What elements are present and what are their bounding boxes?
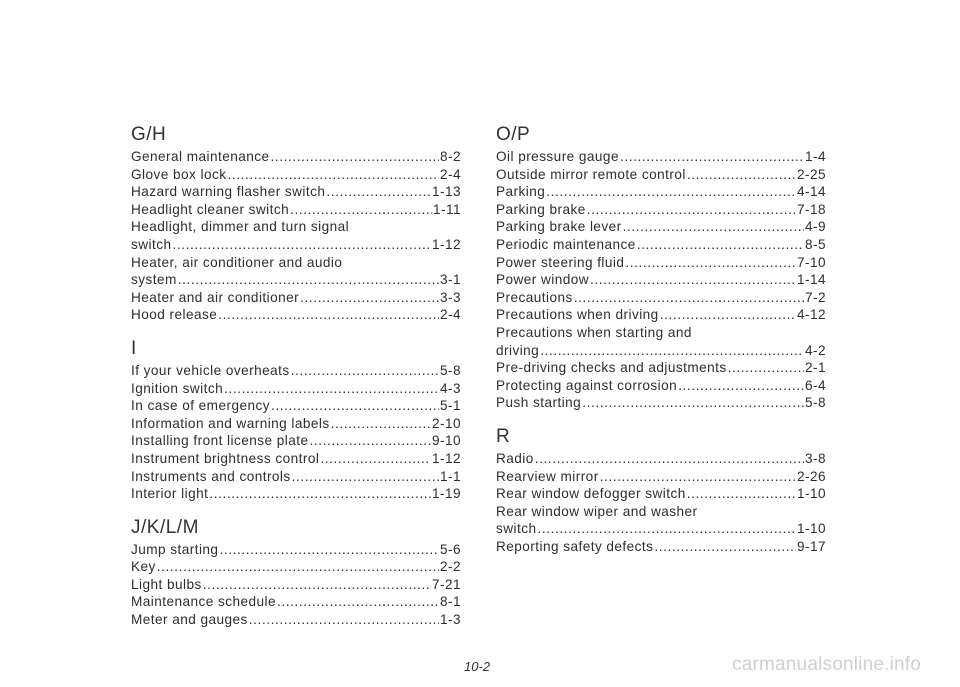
entry-title: Instrument brightness control — [131, 450, 320, 466]
page-reference: 1-13 — [431, 184, 461, 200]
entry-title: Reporting safety defects — [496, 538, 654, 554]
page-reference: 5-8 — [805, 395, 826, 411]
entry-line — [496, 218, 826, 236]
dot-leader — [292, 468, 439, 486]
page-reference: 2-2 — [440, 559, 461, 575]
entry-line — [131, 201, 461, 219]
page-reference: 3-1 — [440, 272, 461, 288]
page-reference: 4-14 — [796, 184, 826, 200]
entry-line — [131, 148, 461, 166]
dot-leader — [300, 289, 439, 307]
entry-title: Outside mirror remote control — [496, 166, 686, 182]
entry-text-line: Rear window wiper and washer — [496, 503, 698, 519]
entry-line — [131, 380, 461, 398]
index-entry — [131, 362, 461, 380]
page-reference: 1-12 — [431, 236, 461, 252]
entry-title: Ignition switch — [131, 380, 224, 396]
index-entry — [131, 183, 461, 201]
entry-line — [131, 289, 461, 307]
dot-leader — [331, 415, 431, 433]
page-reference: 7-21 — [431, 576, 461, 592]
index-entry — [496, 148, 826, 166]
entry-line — [131, 576, 461, 594]
index-entry — [131, 415, 461, 433]
entry-title: switch — [131, 236, 172, 252]
index-entry — [496, 485, 826, 503]
dot-leader — [157, 558, 439, 576]
dot-leader — [249, 611, 439, 629]
index-entry — [131, 306, 461, 324]
index-entry — [131, 254, 461, 289]
entry-line — [131, 415, 461, 433]
index-entry — [131, 611, 461, 629]
index-entry — [131, 468, 461, 486]
dot-leader — [309, 432, 431, 450]
index-entry — [496, 289, 826, 307]
dot-leader — [290, 201, 432, 219]
entry-text-line: Heater, air conditioner and audio — [131, 254, 343, 270]
entry-line — [131, 611, 461, 629]
index-entry — [496, 306, 826, 324]
entry-line — [496, 468, 826, 486]
page-reference: 8-1 — [440, 594, 461, 610]
entry-line — [131, 485, 461, 503]
index-entry — [131, 218, 461, 253]
dot-leader — [678, 377, 804, 395]
entry-title: Glove box lock — [131, 166, 227, 182]
index-entry — [496, 183, 826, 201]
entry-line — [131, 541, 461, 559]
index-section — [496, 124, 826, 412]
entry-title: Rear window defogger switch — [496, 486, 686, 502]
page-reference: 2-26 — [796, 468, 826, 484]
entry-text-line: Precautions when starting and — [496, 324, 692, 340]
dot-leader — [546, 183, 796, 201]
page-reference: 1-19 — [431, 486, 461, 502]
dot-leader — [582, 394, 804, 412]
entry-title: Parking brake lever — [496, 219, 622, 235]
dot-leader — [271, 397, 439, 415]
entry-title: Instruments and controls — [131, 468, 291, 484]
index-entry — [496, 394, 826, 412]
entry-text-line: Headlight, dimmer and turn signal — [131, 219, 350, 235]
dot-leader — [600, 468, 796, 486]
entry-line — [131, 271, 461, 289]
entry-line — [496, 394, 826, 412]
index-entry — [131, 450, 461, 468]
page-reference: 1-11 — [433, 201, 461, 217]
index-entry — [496, 324, 826, 359]
entry-line — [496, 306, 826, 324]
index-entry — [131, 380, 461, 398]
entry-title: Key — [131, 559, 156, 575]
page-reference: 4-12 — [796, 307, 826, 323]
entry-line — [131, 236, 461, 254]
entry-line — [496, 166, 826, 184]
entry-title: Precautions when driving — [496, 307, 659, 323]
index-entry — [496, 538, 826, 556]
section-heading: I — [131, 337, 137, 359]
entry-title: driving — [496, 342, 540, 358]
index-entry — [496, 503, 826, 538]
index-entry — [496, 201, 826, 219]
entry-line — [131, 183, 461, 201]
entry-title: Maintenance schedule — [131, 594, 277, 610]
entry-title: Interior light — [131, 486, 209, 502]
page-reference: 1-10 — [796, 521, 826, 537]
dot-leader — [728, 359, 804, 377]
page-reference: 3-3 — [440, 289, 461, 305]
entry-line — [496, 485, 826, 503]
entry-line — [496, 289, 826, 307]
entry-line — [496, 342, 826, 360]
entry-line — [131, 593, 461, 611]
entry-title: Rearview mirror — [496, 468, 599, 484]
dot-leader — [687, 166, 796, 184]
page-reference: 8-5 — [805, 236, 826, 252]
watermark: carmanualsonline.info — [732, 654, 922, 675]
entry-title: Power window — [496, 272, 590, 288]
entry-title: Installing front license plate — [131, 433, 309, 449]
entry-title: Protecting against corrosion — [496, 377, 678, 393]
entry-title: Meter and gauges — [131, 612, 248, 628]
entry-line — [131, 306, 461, 324]
page-reference: 2-4 — [440, 307, 461, 323]
dot-leader — [537, 520, 796, 538]
dot-leader — [172, 236, 431, 254]
index-entry — [496, 468, 826, 486]
index-section — [131, 517, 461, 629]
dot-leader — [224, 380, 439, 398]
entry-line — [496, 271, 826, 289]
index-entry — [131, 485, 461, 503]
page-reference: 7-10 — [796, 254, 826, 270]
entry-title: Push starting — [496, 395, 582, 411]
page-reference: 1-1 — [440, 468, 461, 484]
entry-line — [131, 397, 461, 415]
dot-leader — [277, 593, 439, 611]
entry-line — [131, 432, 461, 450]
entry-title: Oil pressure gauge — [496, 149, 619, 164]
dot-leader — [535, 450, 804, 468]
entry-line — [496, 520, 826, 538]
entry-line — [496, 148, 826, 166]
page-reference: 5-1 — [440, 398, 461, 414]
entry-title: system — [131, 272, 177, 288]
entry-title: Periodic maintenance — [496, 236, 636, 252]
index-entry — [131, 432, 461, 450]
index-entry — [496, 218, 826, 236]
dot-leader — [209, 485, 431, 503]
entry-line — [131, 468, 461, 486]
dot-leader — [291, 362, 439, 380]
index-entry — [131, 201, 461, 219]
dot-leader — [326, 183, 431, 201]
page-reference: 2-4 — [440, 166, 461, 182]
page-reference: 1-3 — [440, 612, 461, 628]
entry-line — [496, 538, 826, 556]
entry-title: Precautions — [496, 289, 573, 305]
entry-line — [496, 359, 826, 377]
entry-title: Information and warning labels — [131, 415, 330, 431]
entry-line — [496, 377, 826, 395]
entry-title: Hazard warning flasher switch — [131, 184, 326, 200]
index-entry — [496, 271, 826, 289]
entry-title: Light bulbs — [131, 576, 202, 592]
page-reference: 8-2 — [440, 149, 461, 164]
index-entry — [131, 148, 461, 166]
page-number: 10-2 — [464, 659, 491, 674]
page-reference: 4-3 — [440, 380, 461, 396]
dot-leader — [178, 271, 439, 289]
dot-leader — [687, 485, 796, 503]
index-entry — [131, 397, 461, 415]
page-reference: 3-8 — [805, 450, 826, 466]
page-reference: 9-10 — [431, 433, 461, 449]
entry-title: Heater and air conditioner — [131, 289, 300, 305]
entry-title: If your vehicle overheats — [131, 362, 290, 378]
entry-line — [131, 450, 461, 468]
index-entry — [496, 236, 826, 254]
entry-title: General maintenance — [131, 149, 270, 164]
page-reference: 5-8 — [440, 362, 461, 378]
entry-title: Pre-driving checks and adjustments — [496, 360, 727, 376]
index-section — [131, 124, 461, 324]
index-section — [496, 426, 826, 556]
dot-leader — [218, 306, 439, 324]
page-reference: 2-10 — [431, 415, 461, 431]
dot-leader — [574, 289, 804, 307]
dot-leader — [654, 538, 796, 556]
entry-line — [131, 166, 461, 184]
entry-title: Jump starting — [131, 541, 219, 557]
index-entry — [131, 576, 461, 594]
page-reference: 4-2 — [805, 342, 826, 358]
dot-leader — [219, 541, 439, 559]
section-heading: R — [496, 425, 511, 447]
index-entry — [131, 558, 461, 576]
page-reference: 9-17 — [796, 538, 826, 554]
index-entry — [131, 166, 461, 184]
index-entry — [131, 541, 461, 559]
page-reference: 6-4 — [805, 377, 826, 393]
entry-line — [131, 558, 461, 576]
section-heading: O/P — [496, 124, 531, 145]
entry-title: Power steering fluid — [496, 254, 625, 270]
entry-title: Parking brake — [496, 201, 586, 217]
section-heading: G/H — [131, 124, 167, 145]
page-reference: 1-10 — [796, 486, 826, 502]
entry-line — [496, 254, 826, 272]
index-entry — [131, 289, 461, 307]
index-entry — [496, 359, 826, 377]
dot-leader — [620, 148, 804, 166]
page-reference: 7-2 — [805, 289, 826, 305]
page-reference: 2-25 — [796, 166, 826, 182]
page-reference: 1-12 — [431, 450, 461, 466]
index-entry — [131, 593, 461, 611]
entry-line — [131, 362, 461, 380]
entry-title: Parking — [496, 184, 546, 200]
dot-leader — [625, 254, 796, 272]
page-reference: 1-4 — [805, 149, 826, 164]
page-reference: 5-6 — [440, 541, 461, 557]
entry-line — [496, 201, 826, 219]
index-column-right — [496, 124, 826, 569]
entry-title: Headlight cleaner switch — [131, 201, 290, 217]
entry-title: switch — [496, 521, 537, 537]
index-entry — [496, 166, 826, 184]
page-reference: 7-18 — [796, 201, 826, 217]
section-heading: J/K/L/M — [131, 516, 199, 538]
entry-title: Hood release — [131, 307, 218, 323]
dot-leader — [320, 450, 431, 468]
page-reference: 4-9 — [805, 219, 826, 235]
dot-leader — [587, 201, 796, 219]
dot-leader — [623, 218, 804, 236]
index-entry — [496, 377, 826, 395]
entry-line — [496, 236, 826, 254]
entry-line — [496, 450, 826, 468]
entry-title: In case of emergency — [131, 398, 270, 414]
index-section — [131, 338, 461, 503]
entry-line — [496, 183, 826, 201]
index-entry — [496, 254, 826, 272]
dot-leader — [660, 306, 796, 324]
index-entry — [496, 450, 826, 468]
dot-leader — [590, 271, 796, 289]
dot-leader — [637, 236, 804, 254]
dot-leader — [271, 148, 439, 166]
index-column-left — [131, 124, 461, 643]
page-reference: 1-14 — [796, 272, 826, 288]
dot-leader — [540, 342, 804, 360]
dot-leader — [203, 576, 431, 594]
dot-leader — [227, 166, 439, 184]
entry-title: Radio — [496, 450, 534, 466]
page-reference: 2-1 — [805, 360, 826, 376]
